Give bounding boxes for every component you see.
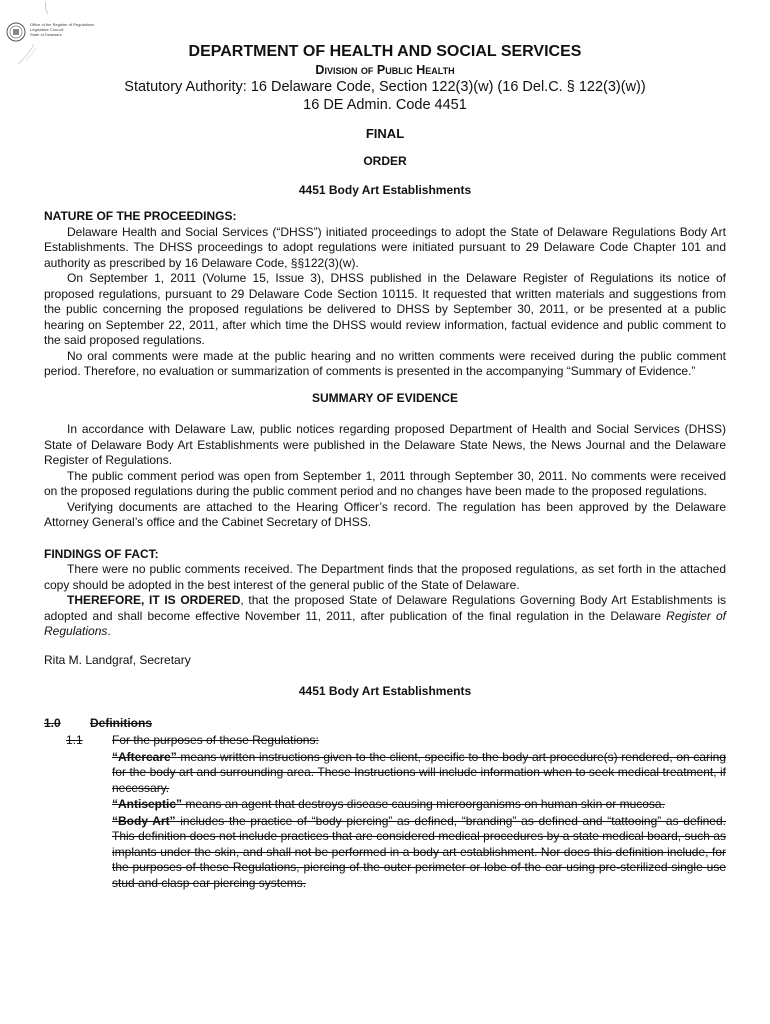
- signature: Rita M. Landgraf, Secretary: [44, 652, 191, 667]
- seal-line: Legislative Council: [30, 27, 64, 32]
- admin-code: 16 DE Admin. Code 4451: [303, 97, 467, 113]
- seal-line: Office of the Register of Regulations: [30, 22, 95, 27]
- order-lead: THEREFORE, IT IS ORDERED: [67, 593, 241, 607]
- order-paragraph: [44, 593, 726, 640]
- definition-text: includes the practice of “body piercing” as defined, “branding” as defined and “tattooing” as defined. This definition does not include practices that are considered medical procedures by a state medical board, such as implants under the skin, and shall not be performed in a body art establishment. Nor does this definition include, for the purposes of these Regulations, piercing of the outer perimeter or lobe of the ear using pre-sterilized single use stud and clasp ear piercing systems.: [112, 813, 726, 890]
- summary-heading: SUMMARY OF EVIDENCE: [311, 390, 458, 405]
- definition-term: “Body Art”: [112, 813, 176, 828]
- definition-item: [112, 750, 726, 797]
- document-page: [44, 40, 726, 891]
- nature-paragraph: No oral comments were made at the public hearing and no written comments were received during the public comment period. Therefore, no evaluation or summarization of comments is presented in the accompanying “Summary of Evidence.”: [44, 348, 726, 378]
- findings-paragraph: There were no public comments received. The Department finds that the proposed regulations, as set forth in the attached copy should be adopted in the best interest of the general public of the State of Delaware.: [44, 562, 726, 592]
- subsection-number: 1.1: [66, 733, 83, 747]
- nature-paragraph: On September 1, 2011 (Volume 15, Issue 3), DHSS published in the Delaware Register of Regulations its notice of proposed regulations, pursuant to 29 Delaware Code Section 10115. It requested that written materials and suggestions from the public concerning the proposed regulations be delivered to DHSS by September 30, 2011, or be presented at a public hearing on September 22, 2011, after which time the DHSS would review information, factual evidence and public comment to the said proposed regulations.: [44, 271, 726, 347]
- department-title: DEPARTMENT OF HEALTH AND SOCIAL SERVICES: [188, 43, 582, 60]
- section-number: 1.0: [44, 715, 61, 730]
- nature-heading: NATURE OF THE PROCEEDINGS:: [44, 209, 237, 223]
- findings-heading: FINDINGS OF FACT:: [44, 546, 159, 561]
- definition-term: “Aftercare”: [112, 749, 177, 764]
- handwritten-mark-icon: [40, 0, 60, 20]
- regulation-title: 4451 Body Art Establishments: [298, 183, 472, 197]
- division-title: Division of Public Health: [315, 63, 455, 77]
- definition-item: [112, 814, 726, 892]
- seal-line: State of Delaware: [30, 32, 62, 37]
- section-heading: [44, 716, 726, 732]
- definition-term: “Antiseptic”: [112, 797, 183, 811]
- order-heading: ORDER: [363, 154, 407, 168]
- summary-paragraph: In accordance with Delaware Law, public notices regarding proposed Department of Health and Social Services (DHSS) State of Delaware Body Art Establishments were published in the Delaware State News, the News Journal and the Delaware Register of Regulations.: [44, 422, 726, 467]
- definition-text: means written instructions given to the client, specific to the body art procedure(s) rendered, on caring for the body art and surrounding area. These Instructions will include information when to seek medical treatment, if necessary.: [112, 749, 726, 795]
- statutory-authority: Statutory Authority: 16 Delaware Code, Section 122(3)(w) (16 Del.C. § 122(3)(w)): [124, 79, 646, 95]
- summary-paragraph: The public comment period was open from September 1, 2011 through September 30, 2011. No comments were received on the proposed regulations during the public comment period and no changes have been made to the proposed regulations.: [44, 468, 726, 498]
- definition-item: [112, 797, 726, 813]
- subsection-text: For the purposes of these Regulations:: [112, 733, 319, 747]
- final-heading: FINAL: [365, 126, 405, 141]
- definitions-list: [112, 750, 726, 892]
- regulation-heading: 4451 Body Art Establishments: [298, 684, 472, 698]
- order-italic: Register of Regulations: [44, 608, 726, 638]
- subsection: [44, 733, 726, 749]
- signature-scribble-icon: [6, 30, 46, 70]
- order-end: .: [107, 624, 111, 638]
- definition-text: means an agent that destroys disease causing microorganisms on human skin or mucosa.: [182, 797, 665, 811]
- nature-paragraph: Delaware Health and Social Services (“DHSS”) initiated proceedings to adopt the State of Delaware Regulations Body Art Establishments. The DHSS proceedings to adopt regulations were initiated pursuant to 29 Delaware Code Chapter 101 and authority as prescribed by 16 Delaware Code, §§122(3)(w).: [44, 224, 726, 270]
- order-text: , that the proposed State of Delaware Regulations Governing Body Art Establishments is adopted and shall become effective November 11, 2011, after publication of the final regulation in the Delaware: [44, 593, 726, 623]
- summary-paragraph: Verifying documents are attached to the Hearing Officer’s record. The regulation has been approved by the Delaware Attorney General’s office and the Cabinet Secretary of DHSS.: [44, 499, 726, 529]
- section-title: Definitions: [90, 715, 152, 730]
